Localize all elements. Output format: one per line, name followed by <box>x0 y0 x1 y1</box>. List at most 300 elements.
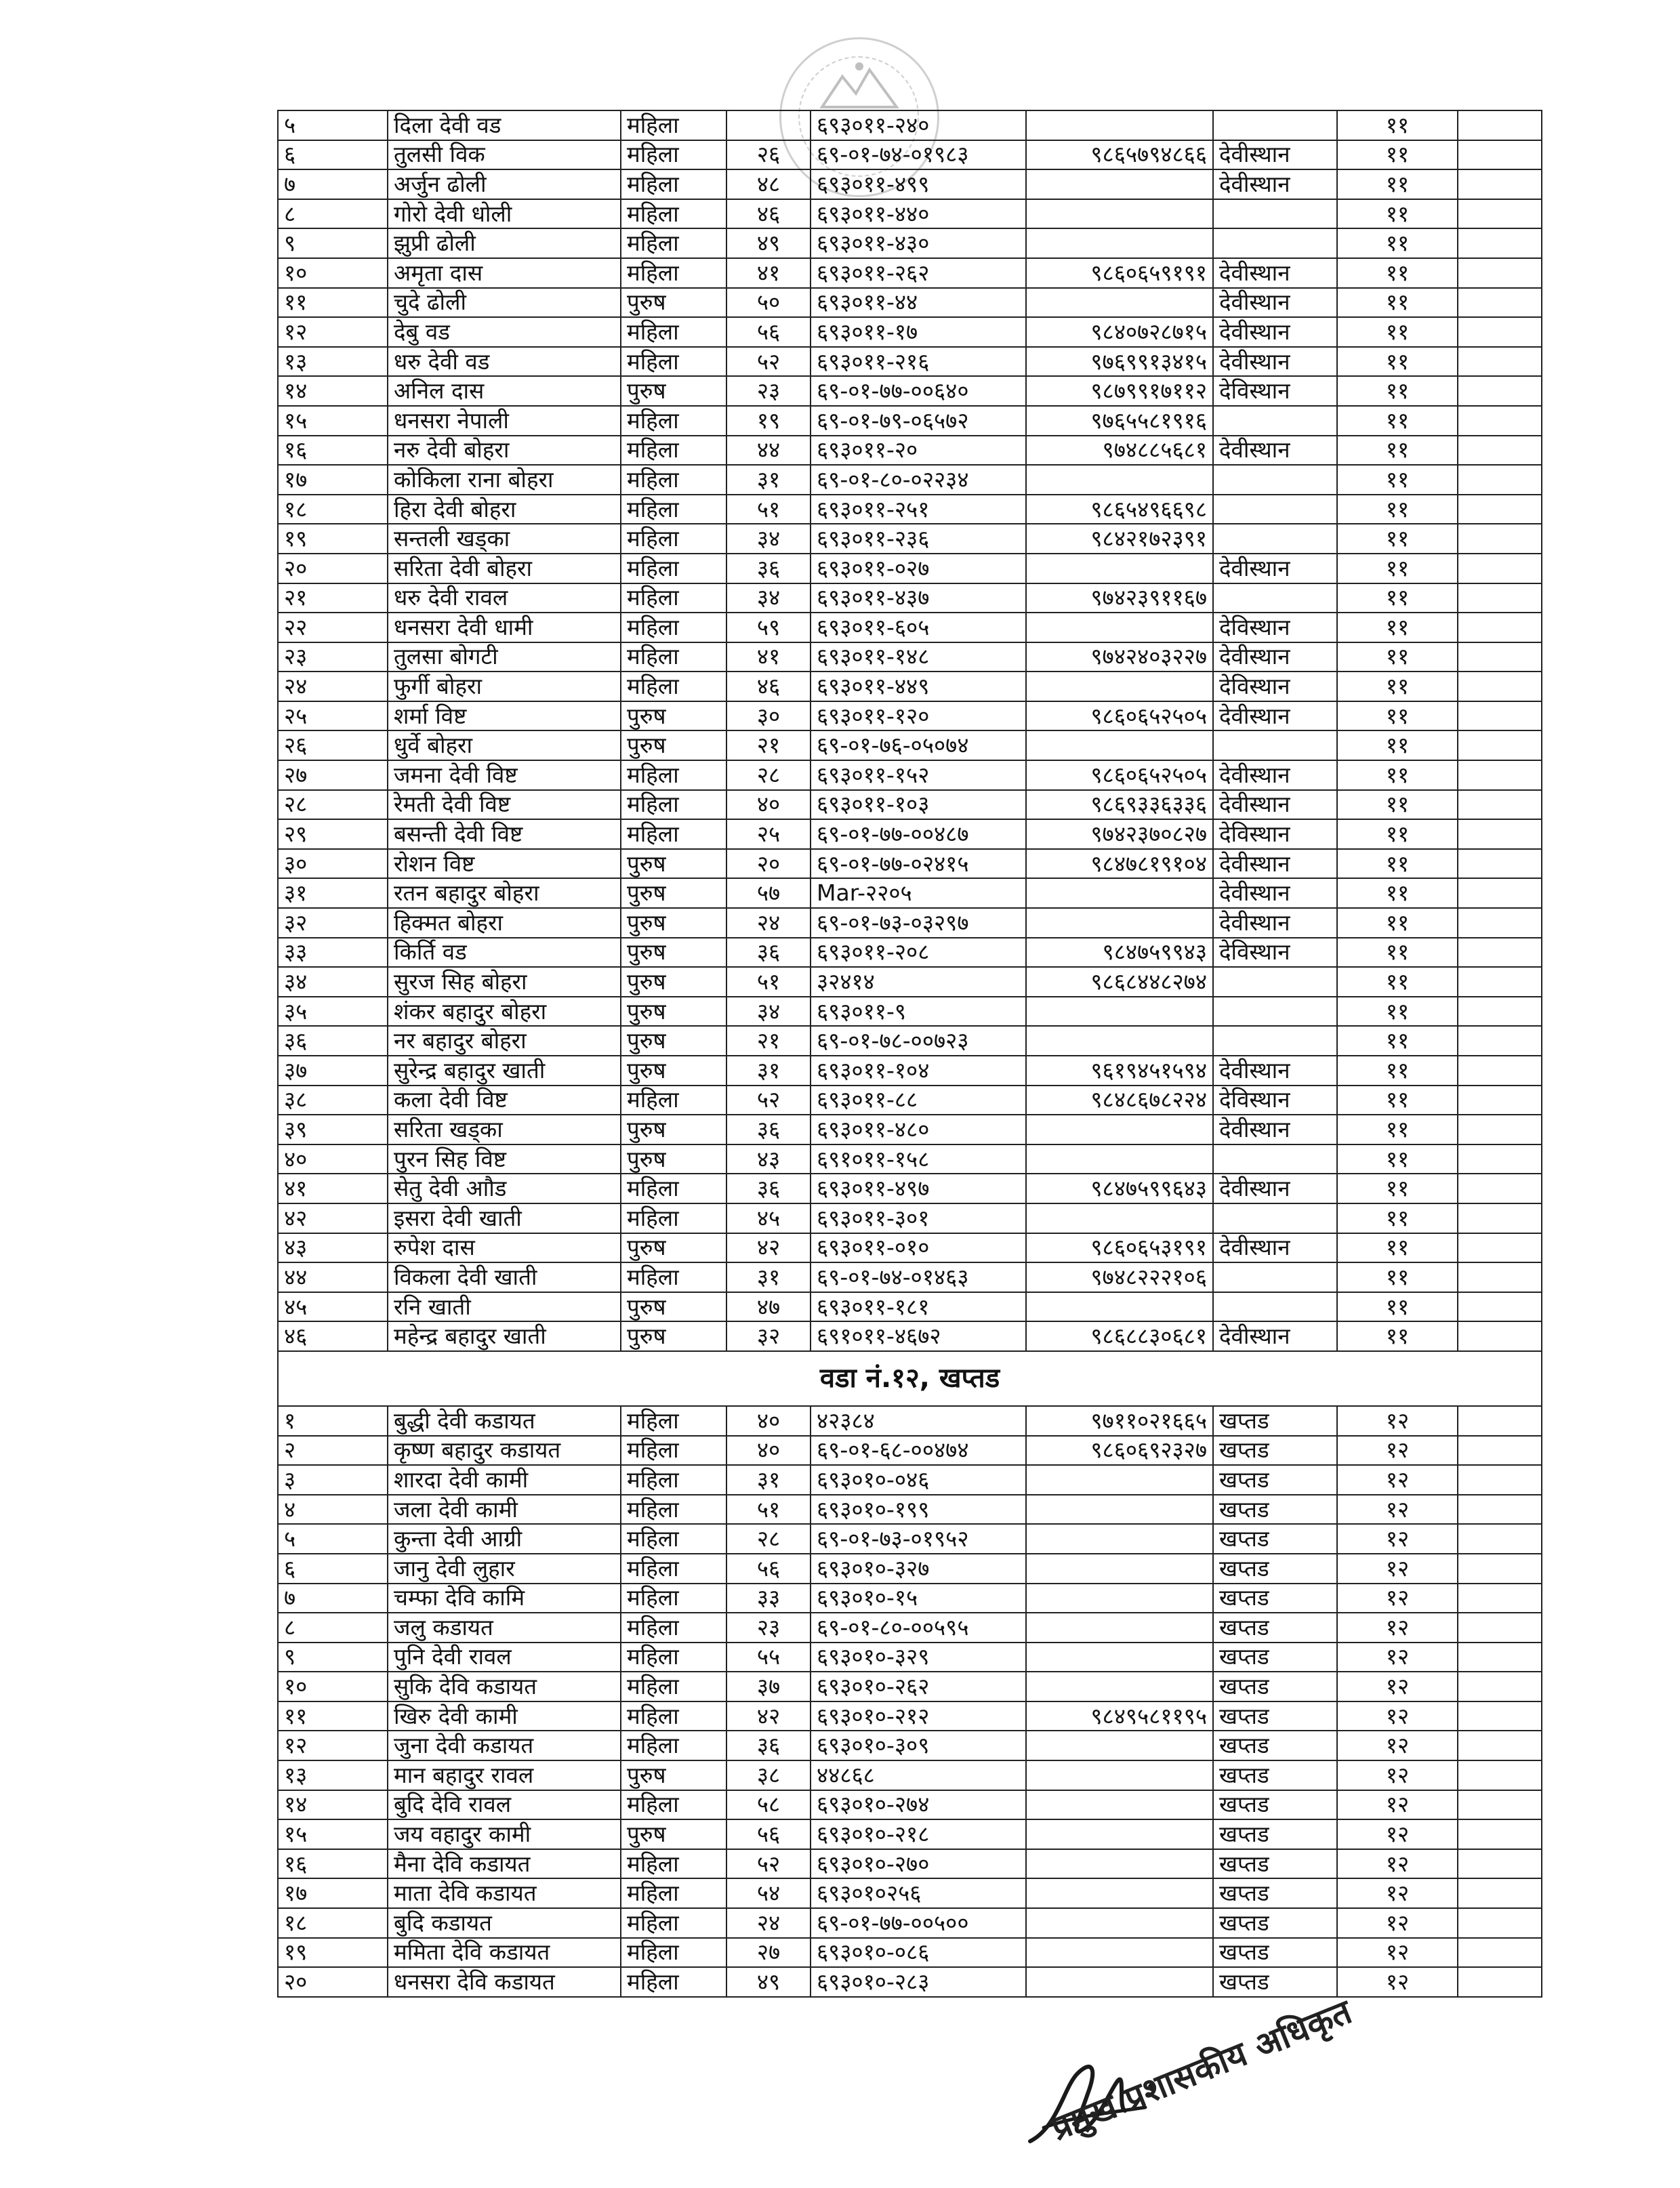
table-row <box>278 1790 1542 1820</box>
ward-no-cell: १२ <box>1337 1760 1458 1790</box>
address-cell: खप्तड <box>1213 1701 1337 1731</box>
address-cell <box>1213 495 1337 524</box>
serial-no-cell: ४५ <box>278 1292 388 1322</box>
age-cell: ३६ <box>726 1174 811 1203</box>
address-cell: देवीस्थान <box>1213 849 1337 879</box>
remarks-cell <box>1458 701 1542 731</box>
phone-cell: ९७६५५८१९१६ <box>1026 406 1213 436</box>
serial-no-cell: ४४ <box>278 1262 388 1292</box>
phone-cell: ९८४९५८११९५ <box>1026 1701 1213 1731</box>
gender-cell: महिला <box>621 1203 726 1233</box>
remarks-cell <box>1458 1524 1542 1554</box>
ward-no-cell: १२ <box>1337 1495 1458 1525</box>
remarks-cell <box>1458 583 1542 613</box>
table-row <box>278 672 1542 701</box>
name-cell: शर्मा विष्ट <box>388 701 621 731</box>
remarks-cell <box>1458 1086 1542 1115</box>
ward-no-cell: १२ <box>1337 1643 1458 1672</box>
citizenship-no-cell: ६९३०११-४८० <box>811 1115 1026 1144</box>
serial-no-cell: ५ <box>278 1524 388 1554</box>
name-cell: अर्जुन ढोली <box>388 169 621 199</box>
name-cell: जय वहादुर कामी <box>388 1819 621 1849</box>
address-cell: खप्तड <box>1213 1584 1337 1613</box>
ward-no-cell: ११ <box>1337 465 1458 495</box>
citizenship-no-cell: ६९-०१-७७-००४८७ <box>811 819 1026 849</box>
phone-cell <box>1026 1292 1213 1322</box>
remarks-cell <box>1458 819 1542 849</box>
address-cell <box>1213 228 1337 258</box>
address-cell: खप्तड <box>1213 1672 1337 1701</box>
name-cell: बुदि कडायत <box>388 1908 621 1938</box>
serial-no-cell: ३६ <box>278 1026 388 1056</box>
table-row <box>278 938 1542 968</box>
phone-cell: ९७४२३७०८२७ <box>1026 819 1213 849</box>
phone-cell <box>1026 1643 1213 1672</box>
citizenship-no-cell: ६९३०११-४४ <box>811 288 1026 318</box>
address-cell: देवीस्थान <box>1213 878 1337 908</box>
gender-cell: महिला <box>621 1524 726 1554</box>
table-row <box>278 701 1542 731</box>
remarks-cell <box>1458 258 1542 288</box>
ward-no-cell: ११ <box>1337 1026 1458 1056</box>
age-cell: ४० <box>726 790 811 820</box>
phone-cell: ९८६५७९४८६६ <box>1026 140 1213 170</box>
table-row <box>278 849 1542 879</box>
remarks-cell <box>1458 317 1542 347</box>
gender-cell: पुरुष <box>621 908 726 938</box>
citizenship-no-cell: ६९३०१०-२६२ <box>811 1672 1026 1701</box>
serial-no-cell: ६ <box>278 140 388 170</box>
address-cell: देवीस्थान <box>1213 1174 1337 1203</box>
table-row <box>278 1731 1542 1760</box>
phone-cell: ९८४७५९९४३ <box>1026 938 1213 968</box>
phone-cell <box>1026 1731 1213 1760</box>
address-cell <box>1213 997 1337 1027</box>
gender-cell: महिला <box>621 1262 726 1292</box>
address-cell: खप्तड <box>1213 1643 1337 1672</box>
address-cell: देविस्थान <box>1213 613 1337 642</box>
ward-no-cell: ११ <box>1337 997 1458 1027</box>
remarks-cell <box>1458 908 1542 938</box>
table-row <box>278 1203 1542 1233</box>
address-cell <box>1213 730 1337 760</box>
ward-no-cell: १२ <box>1337 1938 1458 1968</box>
phone-cell <box>1026 878 1213 908</box>
gender-cell: पुरुष <box>621 1115 726 1144</box>
table-row <box>278 908 1542 938</box>
serial-no-cell: ३३ <box>278 938 388 968</box>
address-cell: देविस्थान <box>1213 819 1337 849</box>
citizenship-no-cell: ६९३०१०-१५ <box>811 1584 1026 1613</box>
age-cell: ४१ <box>726 258 811 288</box>
table-row <box>278 140 1542 170</box>
gender-cell: महिला <box>621 1436 726 1466</box>
remarks-cell <box>1458 288 1542 318</box>
serial-no-cell: १२ <box>278 1731 388 1760</box>
phone-cell <box>1026 1672 1213 1701</box>
table-row <box>278 790 1542 820</box>
age-cell: ४५ <box>726 1203 811 1233</box>
age-cell: ५९ <box>726 613 811 642</box>
address-cell: देवीस्थान <box>1213 790 1337 820</box>
serial-no-cell: २१ <box>278 583 388 613</box>
address-cell <box>1213 406 1337 436</box>
table-row <box>278 642 1542 672</box>
remarks-cell <box>1458 1672 1542 1701</box>
age-cell: ३७ <box>726 1672 811 1701</box>
name-cell: धनसरा देवि कडायत <box>388 1967 621 1997</box>
name-cell: हिक्मत बोहरा <box>388 908 621 938</box>
gender-cell: महिला <box>621 1465 726 1495</box>
table-row <box>278 1144 1542 1174</box>
age-cell: ३४ <box>726 997 811 1027</box>
phone-cell: ९८६५४९६६९८ <box>1026 495 1213 524</box>
name-cell: अनिल दास <box>388 376 621 406</box>
ward-no-cell: १२ <box>1337 1672 1458 1701</box>
ward-no-cell: ११ <box>1337 613 1458 642</box>
citizenship-no-cell: ६९३०१०-२७० <box>811 1849 1026 1879</box>
age-cell: ३६ <box>726 1115 811 1144</box>
serial-no-cell: ४३ <box>278 1233 388 1263</box>
remarks-cell <box>1458 1643 1542 1672</box>
citizenship-no-cell: ६९३०११-०२७ <box>811 554 1026 583</box>
table-row <box>278 583 1542 613</box>
phone-cell: ९७४८८५६८१ <box>1026 436 1213 466</box>
table-row <box>278 1026 1542 1056</box>
phone-cell <box>1026 228 1213 258</box>
remarks-cell <box>1458 495 1542 524</box>
age-cell: ५१ <box>726 967 811 997</box>
citizenship-no-cell: ६९३०१०-१९९ <box>811 1495 1026 1525</box>
age-cell: ४८ <box>726 169 811 199</box>
remarks-cell <box>1458 1465 1542 1495</box>
remarks-cell <box>1458 465 1542 495</box>
citizenship-no-cell: ६९३०११-२३६ <box>811 524 1026 554</box>
table-row <box>278 760 1542 790</box>
name-cell: देबु वड <box>388 317 621 347</box>
table-row <box>278 1849 1542 1879</box>
remarks-cell <box>1458 938 1542 968</box>
name-cell: दिला देवी वड <box>388 110 621 140</box>
table-row <box>278 465 1542 495</box>
remarks-cell <box>1458 1495 1542 1525</box>
citizenship-no-cell: ६९-०१-८०-०२२३४ <box>811 465 1026 495</box>
phone-cell <box>1026 1465 1213 1495</box>
name-cell: बुद्धी देवी कडायत <box>388 1406 621 1436</box>
serial-no-cell: १६ <box>278 1849 388 1879</box>
name-cell: खिरु देवी कामी <box>388 1701 621 1731</box>
address-cell: देवीस्थान <box>1213 1115 1337 1144</box>
phone-cell: ९८६०६५३१९१ <box>1026 1233 1213 1263</box>
gender-cell: पुरुष <box>621 1819 726 1849</box>
serial-no-cell: १८ <box>278 1908 388 1938</box>
citizenship-no-cell: ६९३०१०-२१८ <box>811 1819 1026 1849</box>
age-cell: ३१ <box>726 1262 811 1292</box>
table-row <box>278 1465 1542 1495</box>
address-cell <box>1213 1262 1337 1292</box>
ward-no-cell: ११ <box>1337 1144 1458 1174</box>
gender-cell: पुरुष <box>621 1292 726 1322</box>
address-cell <box>1213 1292 1337 1322</box>
age-cell: ३४ <box>726 524 811 554</box>
gender-cell: पुरुष <box>621 997 726 1027</box>
phone-cell <box>1026 288 1213 318</box>
serial-no-cell: २ <box>278 1436 388 1466</box>
remarks-cell <box>1458 524 1542 554</box>
remarks-cell <box>1458 1731 1542 1760</box>
age-cell: ३१ <box>726 1056 811 1086</box>
age-cell: ३० <box>726 701 811 731</box>
gender-cell: महिला <box>621 140 726 170</box>
address-cell <box>1213 1203 1337 1233</box>
gender-cell: पुरुष <box>621 967 726 997</box>
phone-cell: ९७४२३९११६७ <box>1026 583 1213 613</box>
phone-cell: ९७११०२१६६५ <box>1026 1406 1213 1436</box>
ward-no-cell: १२ <box>1337 1967 1458 1997</box>
gender-cell: महिला <box>621 317 726 347</box>
serial-no-cell: ३४ <box>278 967 388 997</box>
gender-cell: महिला <box>621 1643 726 1672</box>
address-cell <box>1213 967 1337 997</box>
age-cell: ५१ <box>726 495 811 524</box>
remarks-cell <box>1458 1819 1542 1849</box>
age-cell: ५६ <box>726 1819 811 1849</box>
name-cell: चुदे ढोली <box>388 288 621 318</box>
name-cell: रतन बहादुर बोहरा <box>388 878 621 908</box>
table-row <box>278 1524 1542 1554</box>
phone-cell <box>1026 613 1213 642</box>
beneficiary-table-sheet <box>277 110 1541 1998</box>
remarks-cell <box>1458 1790 1542 1820</box>
phone-cell <box>1026 199 1213 229</box>
serial-no-cell: ८ <box>278 1613 388 1643</box>
serial-no-cell: ४ <box>278 1495 388 1525</box>
name-cell: जमना देवी विष्ट <box>388 760 621 790</box>
serial-no-cell: १५ <box>278 406 388 436</box>
ward-no-cell: ११ <box>1337 730 1458 760</box>
phone-cell <box>1026 1203 1213 1233</box>
gender-cell: महिला <box>621 1849 726 1879</box>
phone-cell: ९८४०७२८७१५ <box>1026 317 1213 347</box>
table-row <box>278 613 1542 642</box>
gender-cell: महिला <box>621 228 726 258</box>
citizenship-no-cell: Mar-२२०५ <box>811 878 1026 908</box>
name-cell: सुरेन्द्र बहादुर खाती <box>388 1056 621 1086</box>
phone-cell <box>1026 997 1213 1027</box>
table-row <box>278 1292 1542 1322</box>
table-row <box>278 1613 1542 1643</box>
citizenship-no-cell: ६९३०१०-०८६ <box>811 1938 1026 1968</box>
phone-cell <box>1026 465 1213 495</box>
remarks-cell <box>1458 406 1542 436</box>
gender-cell: महिला <box>621 1174 726 1203</box>
ward-no-cell: ११ <box>1337 849 1458 879</box>
gender-cell: महिला <box>621 613 726 642</box>
address-cell: खप्तड <box>1213 1731 1337 1760</box>
phone-cell <box>1026 169 1213 199</box>
name-cell: कृष्ण बहादुर कडायत <box>388 1436 621 1466</box>
serial-no-cell: १८ <box>278 495 388 524</box>
address-cell: देवीस्थान <box>1213 258 1337 288</box>
phone-cell: ९८४७८१९१०४ <box>1026 849 1213 879</box>
address-cell: खप्तड <box>1213 1849 1337 1879</box>
address-cell <box>1213 1144 1337 1174</box>
name-cell: सरिता देवी बोहरा <box>388 554 621 583</box>
gender-cell: महिला <box>621 1908 726 1938</box>
table-row <box>278 1819 1542 1849</box>
address-cell: खप्तड <box>1213 1554 1337 1584</box>
phone-cell <box>1026 1026 1213 1056</box>
age-cell: ४२ <box>726 1701 811 1731</box>
age-cell: ५२ <box>726 1849 811 1879</box>
age-cell: २८ <box>726 1524 811 1554</box>
citizenship-no-cell: ६९-०१-७४-०१४६३ <box>811 1262 1026 1292</box>
address-cell: खप्तड <box>1213 1524 1337 1554</box>
address-cell: देवीस्थान <box>1213 347 1337 377</box>
table-row <box>278 1554 1542 1584</box>
address-cell: खप्तड <box>1213 1819 1337 1849</box>
table-row <box>278 495 1542 524</box>
serial-no-cell: १६ <box>278 436 388 466</box>
gender-cell: महिला <box>621 1495 726 1525</box>
table-row <box>278 347 1542 377</box>
table-row <box>278 1701 1542 1731</box>
gender-cell: महिला <box>621 672 726 701</box>
beneficiary-table <box>277 110 1542 1998</box>
age-cell: ४९ <box>726 228 811 258</box>
ward-no-cell: १२ <box>1337 1819 1458 1849</box>
citizenship-no-cell: ६९३०११-६०५ <box>811 613 1026 642</box>
name-cell: धनसरा देवी धामी <box>388 613 621 642</box>
ward-no-cell: ११ <box>1337 790 1458 820</box>
age-cell: ५१ <box>726 1495 811 1525</box>
address-cell <box>1213 583 1337 613</box>
age-cell: २७ <box>726 1938 811 1968</box>
address-cell: देवीस्थान <box>1213 288 1337 318</box>
table-row <box>278 819 1542 849</box>
remarks-cell <box>1458 642 1542 672</box>
serial-no-cell: २० <box>278 554 388 583</box>
serial-no-cell: ११ <box>278 288 388 318</box>
age-cell: ३८ <box>726 1760 811 1790</box>
gender-cell: महिला <box>621 1672 726 1701</box>
age-cell: ४६ <box>726 199 811 229</box>
phone-cell: ९७४२४०३२२७ <box>1026 642 1213 672</box>
ward-no-cell: ११ <box>1337 495 1458 524</box>
citizenship-no-cell: ४४८६८ <box>811 1760 1026 1790</box>
phone-cell <box>1026 1967 1213 1997</box>
table-row <box>278 199 1542 229</box>
phone-cell: ९८६०६५९१९१ <box>1026 258 1213 288</box>
phone-cell <box>1026 1938 1213 1968</box>
ward-no-cell: ११ <box>1337 908 1458 938</box>
name-cell: नरु देवी बोहरा <box>388 436 621 466</box>
age-cell: २६ <box>726 140 811 170</box>
citizenship-no-cell: ६९३०११-३०१ <box>811 1203 1026 1233</box>
name-cell: गोरो देवी धोली <box>388 199 621 229</box>
address-cell: देवीस्थान <box>1213 436 1337 466</box>
citizenship-no-cell: ६९-०१-७३-०१९५२ <box>811 1524 1026 1554</box>
citizenship-no-cell: ६९३०११-४३० <box>811 228 1026 258</box>
address-cell: खप्तड <box>1213 1878 1337 1908</box>
phone-cell: ९८६९३३६३३६ <box>1026 790 1213 820</box>
serial-no-cell: २४ <box>278 672 388 701</box>
serial-no-cell: १९ <box>278 1938 388 1968</box>
age-cell: २० <box>726 849 811 879</box>
phone-cell: ९८६८४४८२७४ <box>1026 967 1213 997</box>
ward-no-cell: १२ <box>1337 1701 1458 1731</box>
remarks-cell <box>1458 376 1542 406</box>
ward-no-cell: १२ <box>1337 1584 1458 1613</box>
name-cell: किर्ति वड <box>388 938 621 968</box>
phone-cell <box>1026 1849 1213 1879</box>
serial-no-cell: ७ <box>278 169 388 199</box>
remarks-cell <box>1458 1554 1542 1584</box>
ward-no-cell: ११ <box>1337 967 1458 997</box>
address-cell: देवीस्थान <box>1213 554 1337 583</box>
phone-cell <box>1026 1584 1213 1613</box>
gender-cell: पुरुष <box>621 1026 726 1056</box>
serial-no-cell: ४६ <box>278 1321 388 1351</box>
name-cell: सुरज सिह बोहरा <box>388 967 621 997</box>
gender-cell: महिला <box>621 760 726 790</box>
name-cell: पुरन सिह विष्ट <box>388 1144 621 1174</box>
name-cell: झुप्री ढोली <box>388 228 621 258</box>
remarks-cell <box>1458 436 1542 466</box>
name-cell: इसरा देवी खाती <box>388 1203 621 1233</box>
ward-no-cell: १२ <box>1337 1524 1458 1554</box>
citizenship-no-cell: ६९-०१-७७-०२४१५ <box>811 849 1026 879</box>
gender-cell: पुरुष <box>621 288 726 318</box>
name-cell: तुलसा बोगटी <box>388 642 621 672</box>
citizenship-no-cell: ६९३०११-४९७ <box>811 1174 1026 1203</box>
ward-no-cell: ११ <box>1337 760 1458 790</box>
serial-no-cell: ४१ <box>278 1174 388 1203</box>
serial-no-cell: ९ <box>278 1643 388 1672</box>
age-cell: ५५ <box>726 1643 811 1672</box>
age-cell: २१ <box>726 730 811 760</box>
ward-no-cell: ११ <box>1337 376 1458 406</box>
ward-no-cell: ११ <box>1337 406 1458 436</box>
name-cell: तुलसी विक <box>388 140 621 170</box>
gender-cell: पुरुष <box>621 878 726 908</box>
phone-cell: ९८६०६५२५०५ <box>1026 760 1213 790</box>
serial-no-cell: ३८ <box>278 1086 388 1115</box>
table-row <box>278 1584 1542 1613</box>
serial-no-cell: ३७ <box>278 1056 388 1086</box>
gender-cell: महिला <box>621 524 726 554</box>
ward-no-cell: ११ <box>1337 1174 1458 1203</box>
address-cell: खप्तड <box>1213 1436 1337 1466</box>
remarks-cell <box>1458 1938 1542 1968</box>
address-cell: देवीस्थान <box>1213 140 1337 170</box>
age-cell: २४ <box>726 908 811 938</box>
phone-cell: ९८७९९१७११२ <box>1026 376 1213 406</box>
name-cell: फुर्गी बोहरा <box>388 672 621 701</box>
serial-no-cell: ५ <box>278 110 388 140</box>
table-row <box>278 376 1542 406</box>
remarks-cell <box>1458 1292 1542 1322</box>
age-cell: १९ <box>726 406 811 436</box>
ward-no-cell: ११ <box>1337 228 1458 258</box>
gender-cell: महिला <box>621 436 726 466</box>
serial-no-cell: १ <box>278 1406 388 1436</box>
section-header-row <box>278 1351 1542 1406</box>
ward-no-cell: ११ <box>1337 672 1458 701</box>
citizenship-no-cell: ६९-०१-८०-००५९५ <box>811 1613 1026 1643</box>
serial-no-cell: २३ <box>278 642 388 672</box>
citizenship-no-cell: ६९३०११-१७ <box>811 317 1026 347</box>
